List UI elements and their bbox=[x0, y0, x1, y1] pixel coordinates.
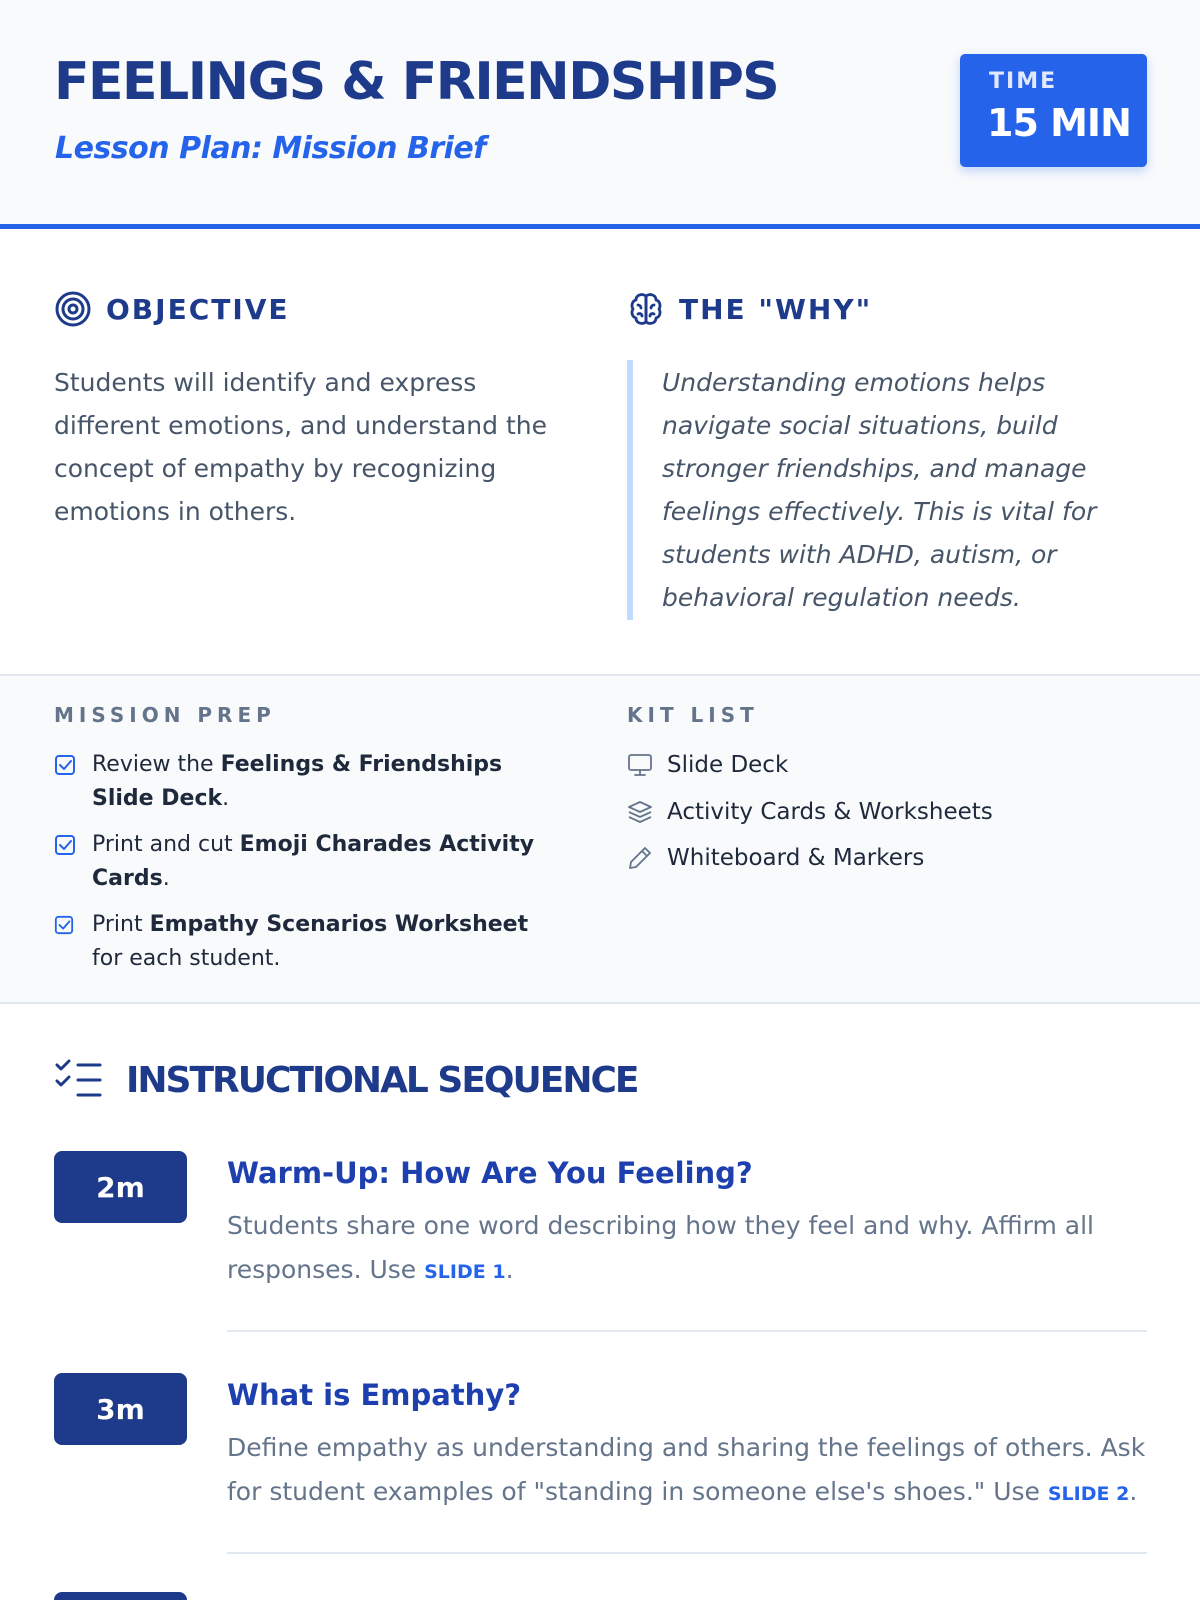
step-divider bbox=[227, 1330, 1147, 1332]
checkbox-checked-icon bbox=[54, 748, 78, 782]
prep-item-text: Review the Feelings & Friendships Slide Deck. bbox=[92, 752, 503, 811]
kit-item-label: Slide Deck bbox=[667, 752, 789, 778]
step-title: What is Empathy? bbox=[227, 1378, 522, 1412]
why-text: Understanding emotions helps navigate social situations, build stronger friendships, and manage feelings effectively. This is vital for students with ADHD, autism, or behavioral regulation needs. bbox=[662, 368, 1097, 612]
why-heading bbox=[627, 290, 872, 328]
time-label: TIME bbox=[989, 69, 1058, 94]
lesson-header bbox=[0, 0, 1200, 229]
checkbox-checked-icon bbox=[54, 828, 78, 862]
why-heading-text: THE "WHY" bbox=[679, 292, 873, 326]
list-checks-icon bbox=[54, 1058, 102, 1102]
step-time-badge: 3m bbox=[54, 1373, 187, 1445]
objective-heading bbox=[54, 290, 290, 328]
monitor-icon bbox=[627, 750, 653, 780]
time-value: 15 MIN bbox=[987, 101, 1131, 145]
prep-item-text: Print and cut Emoji Charades Activity Cards. bbox=[92, 832, 535, 891]
slide-reference: SLIDE 2 bbox=[1047, 1483, 1130, 1505]
kit-item-label: Activity Cards & Worksheets bbox=[667, 799, 993, 825]
step-time-badge bbox=[54, 1592, 187, 1600]
pencil-icon bbox=[627, 843, 653, 873]
time-badge bbox=[960, 54, 1147, 167]
sequence-heading bbox=[54, 1058, 638, 1102]
step-description: Define empathy as understanding and sharing the feelings of others. Ask for student examples of "standing in someone else's shoes." Use SLIDE 2. bbox=[227, 1433, 1146, 1506]
prep-item bbox=[54, 908, 564, 976]
mission-prep-heading: MISSION PREP bbox=[54, 703, 276, 727]
target-icon bbox=[54, 290, 92, 328]
kit-item bbox=[627, 795, 993, 829]
kit-list-heading: KIT LIST bbox=[627, 703, 759, 727]
kit-item bbox=[627, 748, 788, 782]
objective-heading-text: OBJECTIVE bbox=[106, 292, 290, 326]
brain-icon bbox=[627, 290, 665, 328]
page-subtitle: Lesson Plan: Mission Brief bbox=[55, 131, 486, 166]
kit-item bbox=[627, 841, 924, 875]
step-time-badge: 2m bbox=[54, 1151, 187, 1223]
checkbox-checked-icon bbox=[54, 908, 78, 942]
prep-item bbox=[54, 748, 564, 816]
page-title: FEELINGS & FRIENDSHIPS bbox=[54, 52, 779, 112]
objective-text: Students will identify and express different emotions, and understand the concept of empathy by recognizing emotions in others. bbox=[54, 368, 547, 526]
step-description: Students share one word describing how they feel and why. Affirm all responses. Use SLIDE 1. bbox=[227, 1211, 1094, 1284]
sequence-heading-text: INSTRUCTIONAL SEQUENCE bbox=[126, 1059, 638, 1101]
prep-item bbox=[54, 828, 564, 896]
step-divider bbox=[227, 1552, 1147, 1554]
step-title: Warm-Up: How Are You Feeling? bbox=[227, 1156, 753, 1190]
layers-icon bbox=[627, 797, 653, 827]
prep-item-text: Print Empathy Scenarios Worksheet for each student. bbox=[92, 912, 529, 971]
quote-bar bbox=[627, 360, 633, 620]
kit-item-label: Whiteboard & Markers bbox=[667, 845, 925, 871]
slide-reference: SLIDE 1 bbox=[424, 1261, 506, 1283]
